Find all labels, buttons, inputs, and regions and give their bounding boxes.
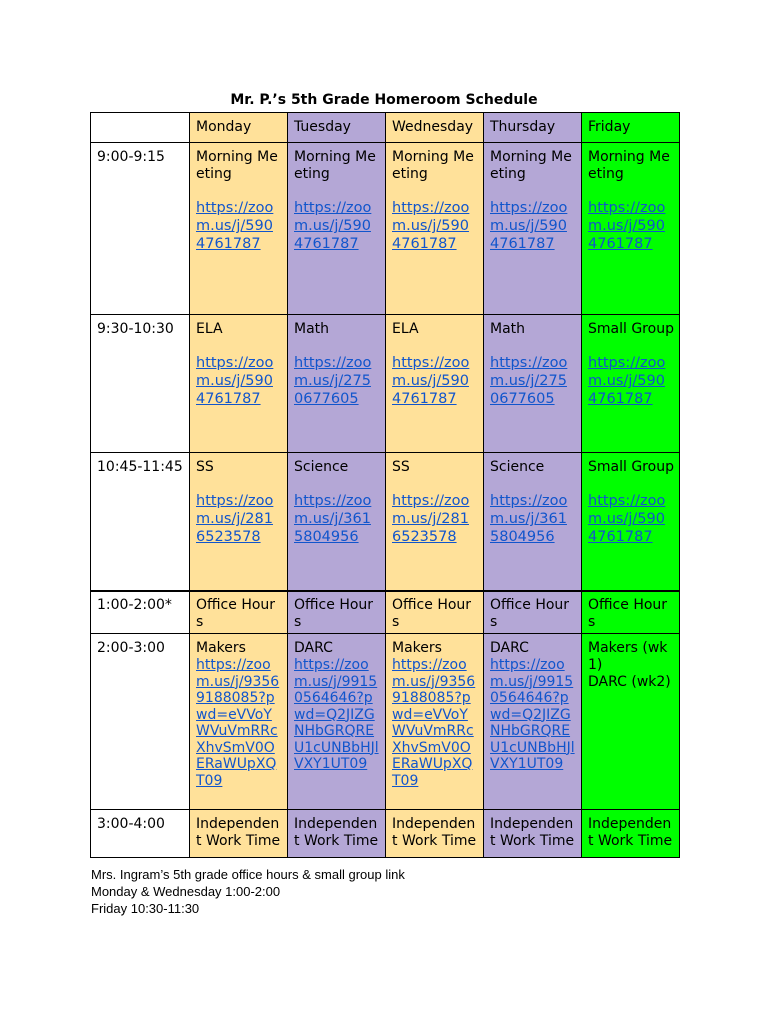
zoom-link[interactable]: https://zoom.us/j/93569188085?pwd=eVVoYWVuVmRRcXhvSmV0OERaWUpXQT09 — [196, 657, 280, 789]
zoom-link[interactable]: https://zoom.us/j/2750677605 — [490, 355, 568, 407]
schedule-cell — [582, 143, 680, 315]
schedule-cell — [190, 315, 288, 453]
schedule-cell — [484, 453, 582, 592]
footer-line: Mrs. Ingram’s 5th grade office hours & small group link — [91, 867, 405, 882]
table-row — [91, 634, 680, 810]
schedule-cell — [190, 453, 288, 592]
schedule-cell — [484, 634, 582, 810]
activity-label: Makers — [392, 640, 442, 656]
time-cell: 9:00-9:15 — [91, 143, 190, 315]
table-row — [91, 810, 680, 858]
zoom-link[interactable]: https://zoom.us/j/5904761787 — [392, 200, 470, 252]
schedule-cell — [288, 634, 386, 810]
time-cell: 3:00-4:00 — [91, 810, 190, 858]
header-thursday: Thursday — [484, 113, 582, 143]
header-monday: Monday — [190, 113, 288, 143]
zoom-link[interactable]: https://zoom.us/j/2816523578 — [196, 493, 274, 545]
schedule-cell — [582, 315, 680, 453]
zoom-link[interactable]: https://zoom.us/j/3615804956 — [294, 493, 372, 545]
table-row — [91, 591, 680, 634]
activity-label: Morning Meeting — [196, 149, 278, 182]
activity-label: ELA — [196, 321, 223, 337]
header-friday: Friday — [582, 113, 680, 143]
activity-label: SS — [196, 459, 214, 475]
zoom-link[interactable]: https://zoom.us/j/99150564646?pwd=Q2JIZGNHbGRQREU1cUNBbHJlVXY1UT09 — [294, 657, 379, 772]
footer-notes — [91, 866, 405, 917]
activity-label: Math — [490, 321, 526, 337]
zoom-link[interactable]: https://zoom.us/j/99150564646?pwd=Q2JIZGNHbGRQREU1cUNBbHJlVXY1UT09 — [490, 657, 575, 772]
schedule-cell — [190, 143, 288, 315]
footer-line: Friday 10:30-11:30 — [91, 901, 200, 916]
activity-label: DARC — [490, 640, 529, 656]
activity-label: Morning Meeting — [588, 149, 670, 182]
schedule-cell — [484, 143, 582, 315]
zoom-link[interactable]: https://zoom.us/j/5904761787 — [196, 355, 274, 407]
schedule-cell — [288, 453, 386, 592]
activity-label: Morning Meeting — [392, 149, 474, 182]
activity-label: Makers (wk1) DARC (wk2) — [588, 640, 671, 690]
schedule-cell — [288, 315, 386, 453]
schedule-cell: Independent Work Time — [386, 810, 484, 858]
table-header-row — [91, 113, 680, 143]
activity-label: Small Group — [588, 321, 674, 337]
schedule-cell — [386, 634, 484, 810]
activity-label: SS — [392, 459, 410, 475]
schedule-cell: Office Hours — [190, 591, 288, 634]
activity-label: Science — [490, 459, 545, 475]
activity-label: Science — [294, 459, 349, 475]
schedule-cell: Independent Work Time — [190, 810, 288, 858]
schedule-cell — [288, 143, 386, 315]
activity-label: Math — [294, 321, 330, 337]
zoom-link[interactable]: https://zoom.us/j/93569188085?pwd=eVVoYWVuVmRRcXhvSmV0OERaWUpXQT09 — [392, 657, 476, 789]
schedule-cell: Independent Work Time — [582, 810, 680, 858]
time-cell: 1:00-2:00* — [91, 591, 190, 634]
activity-label: Morning Meeting — [294, 149, 376, 182]
schedule-cell: Office Hours — [288, 591, 386, 634]
schedule-cell — [582, 453, 680, 592]
page-title: Mr. P.’s 5th Grade Homeroom Schedule — [230, 92, 538, 108]
zoom-link[interactable]: https://zoom.us/j/2816523578 — [392, 493, 470, 545]
schedule-cell: Office Hours — [484, 591, 582, 634]
schedule-cell — [386, 143, 484, 315]
header-tuesday: Tuesday — [288, 113, 386, 143]
header-wednesday: Wednesday — [386, 113, 484, 143]
schedule-cell: Independent Work Time — [288, 810, 386, 858]
schedule-cell — [484, 315, 582, 453]
zoom-link[interactable]: https://zoom.us/j/5904761787 — [490, 200, 568, 252]
schedule-cell — [582, 634, 680, 810]
time-cell: 10:45-11:45 — [91, 453, 190, 592]
schedule-table — [90, 112, 680, 858]
activity-label: ELA — [392, 321, 419, 337]
activity-label: Small Group — [588, 459, 674, 475]
zoom-link[interactable]: https://zoom.us/j/5904761787 — [294, 200, 372, 252]
zoom-link[interactable]: https://zoom.us/j/2750677605 — [294, 355, 372, 407]
footer-line: Monday & Wednesday 1:00-2:00 — [91, 884, 281, 899]
time-cell: 2:00-3:00 — [91, 634, 190, 810]
table-row — [91, 143, 680, 315]
schedule-cell — [190, 634, 288, 810]
header-corner-cell — [91, 113, 190, 143]
zoom-link[interactable]: https://zoom.us/j/5904761787 — [392, 355, 470, 407]
schedule-cell: Office Hours — [582, 591, 680, 634]
activity-label: Morning Meeting — [490, 149, 572, 182]
table-row — [91, 453, 680, 592]
zoom-link[interactable]: https://zoom.us/j/5904761787 — [588, 355, 666, 407]
zoom-link[interactable]: https://zoom.us/j/3615804956 — [490, 493, 568, 545]
table-row — [91, 315, 680, 453]
schedule-cell: Independent Work Time — [484, 810, 582, 858]
schedule-cell — [386, 453, 484, 592]
activity-label: Makers — [196, 640, 246, 656]
zoom-link[interactable]: https://zoom.us/j/5904761787 — [588, 493, 666, 545]
schedule-cell — [386, 315, 484, 453]
time-cell: 9:30-10:30 — [91, 315, 190, 453]
zoom-link[interactable]: https://zoom.us/j/5904761787 — [196, 200, 274, 252]
zoom-link[interactable]: https://zoom.us/j/5904761787 — [588, 200, 666, 252]
schedule-cell: Office Hours — [386, 591, 484, 634]
activity-label: DARC — [294, 640, 333, 656]
